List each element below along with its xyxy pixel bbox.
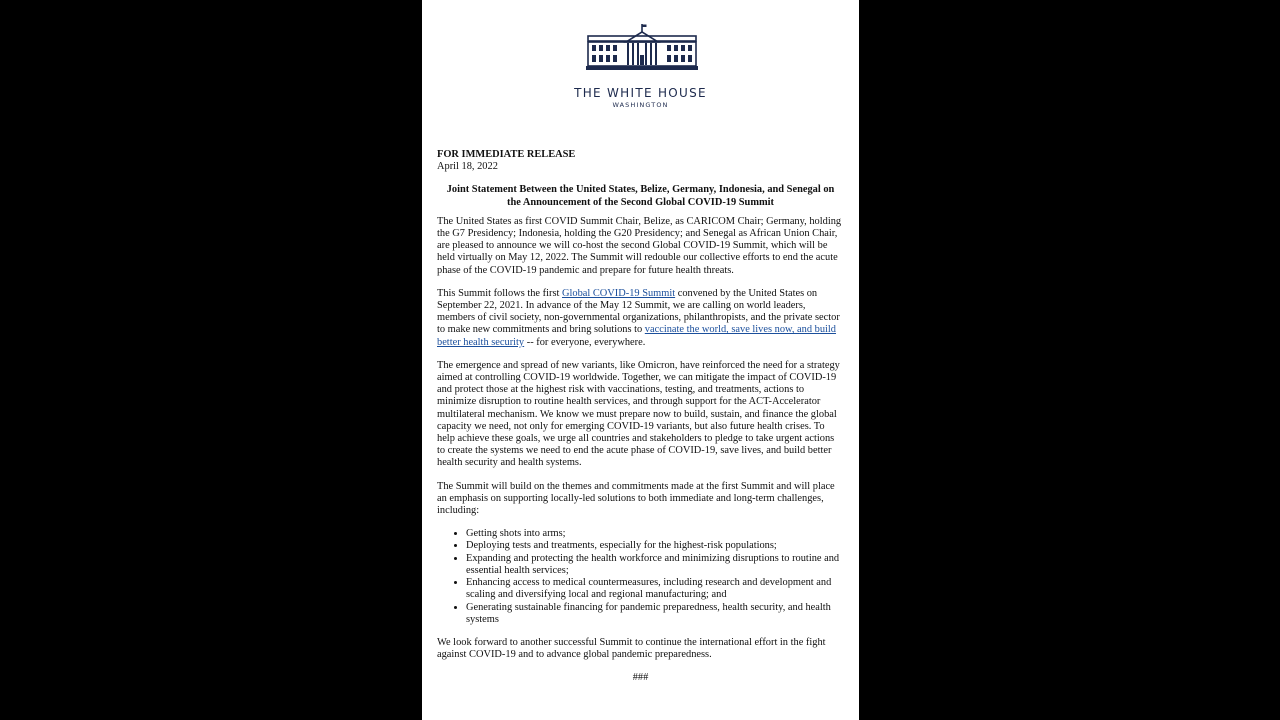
list-item: • Enhancing access to medical countermeasures, including research and development and scaling and diversifying local and regional manufacturing; and (466, 577, 844, 601)
release-label: FOR IMMEDIATE RELEASE (437, 149, 576, 160)
paragraph-closing: We look forward to another successful Summit to continue the international effort in the fight against COVID-19 and to advance global pandemic preparedness. (437, 636, 826, 661)
release-date: April 18, 2022 (437, 161, 498, 173)
list-item: • Deploying tests and treatments, especially for the highest-risk populations; (466, 540, 844, 552)
paragraph-text: convened by the United States on September 22, 2021. In advance of the May 12 Summit, we are calling on world leaders, members of civil society, non-governmental organizations, philanthropists, and the private sector to make new commitments and bring solutions to (437, 287, 840, 336)
paragraph-summit-follows (437, 288, 844, 349)
organization-location: WASHINGTON (612, 101, 669, 109)
paragraph-themes: The Summit will build on the themes and commitments made at the first Summit and will place an emphasis on supporting locally-led solutions to both immediate and long-term challenges, including: (437, 480, 835, 517)
paragraph-text: This Summit follows the first (437, 287, 562, 299)
paragraph-text: -- for everyone, everywhere. (524, 336, 646, 348)
organization-name: THE WHITE HOUSE (574, 86, 707, 100)
press-release-page (422, 0, 859, 720)
paragraph-intro: The United States as first COVID Summit Chair, Belize, as CARICOM Chair; Germany, holding the G7 Presidency; Indonesia, holding the G20 Presidency; and Senegal as African Union Chair, are pleased to announce we will co-host the second Global COVID-19 Summit, which will be held virtually on May 12, 2022. The Summit will redouble our collective efforts to end the acute phase of the COVID-19 pandemic and prepare for future health threats. (437, 215, 842, 276)
headline: Joint Statement Between the United States, Belize, Germany, Indonesia, and Senegal on the Announcement of the Second Global COVID-19 Summit (446, 184, 835, 208)
vaccinate-the-world-link[interactable]: vaccinate the world, save lives now, and build better health security (437, 324, 837, 348)
paragraph-variants: The emergence and spread of new variants, like Omicron, have reinforced the need for a strategy aimed at controlling COVID-19 worldwide. Together, we can mitigate the impact of COVID-19 and protect those at the highest risk with vaccinations, testing, and treatments, actions to minimize disruption to routine health services, and through support for the ACT-Accelerator multilateral mechanism. We know we must prepare now to build, sustain, and finance the global capacity we need, not only for emerging COVID-19 variants, but also future health crises. To help achieve these goals, we urge all countries and stakeholders to pledge to take urgent actions to create the systems we need to end the acute phase of COVID-19, save lives, and build better health security and health systems. (437, 359, 840, 469)
priorities-list (437, 528, 844, 626)
list-item: • Getting shots into arms; (466, 528, 844, 540)
global-covid-summit-link[interactable]: Global COVID-19 Summit (561, 287, 676, 299)
end-mark: ### (632, 672, 649, 684)
list-item: • Expanding and protecting the health workforce and minimizing disruptions to routine and essential health services; (466, 553, 844, 577)
list-item: • Generating sustainable financing for pandemic preparedness, health security, and health systems (466, 602, 844, 626)
letterhead (422, 0, 859, 120)
release-body (437, 149, 844, 685)
white-house-building-icon (586, 22, 698, 74)
